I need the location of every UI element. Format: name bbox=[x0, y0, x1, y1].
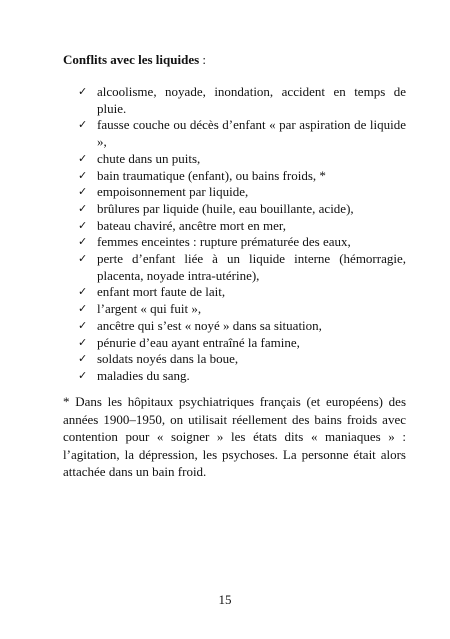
checkmark-icon: ✓ bbox=[78, 151, 88, 165]
checkmark-icon: ✓ bbox=[78, 352, 88, 366]
list-item-text: chute dans un puits, bbox=[97, 150, 201, 166]
list-item bbox=[78, 351, 406, 368]
list-item-text: empoisonnement par liquide, bbox=[97, 184, 249, 200]
checkmark-icon: ✓ bbox=[78, 118, 88, 132]
list-item bbox=[78, 168, 406, 185]
list-item-text: l’argent « qui fuit », bbox=[97, 301, 202, 317]
list-item bbox=[78, 284, 406, 301]
section-heading-colon: : bbox=[199, 52, 207, 67]
checklist bbox=[78, 84, 406, 385]
checkmark-icon: ✓ bbox=[78, 368, 88, 382]
list-item bbox=[78, 184, 406, 201]
checkmark-icon: ✓ bbox=[78, 235, 88, 249]
list-item bbox=[78, 318, 406, 335]
checkmark-icon: ✓ bbox=[78, 185, 88, 199]
checkmark-icon: ✓ bbox=[78, 85, 88, 98]
page-number: 15 bbox=[218, 592, 232, 607]
list-item bbox=[78, 151, 406, 168]
footnote: * Dans les hôpitaux psychiatriques français (et européens) des années 1900–1950, on utilisait réellement des bains froids avec contention pour « soigner » les états dits « maniaques » : l’agitation, la dépression, les psychoses. La personne était alors attachée dans un bain froid. bbox=[63, 394, 406, 479]
list-item-text: soldats noyés dans la boue, bbox=[97, 351, 239, 367]
checkmark-icon: ✓ bbox=[78, 335, 88, 349]
list-item bbox=[78, 251, 406, 284]
list-item-text: fausse couche ou décès d’enfant « par aspiration de liquide », bbox=[97, 117, 406, 150]
list-item-text: enfant mort faute de lait, bbox=[97, 284, 226, 300]
list-item-text: perte d’enfant liée à un liquide interne (hémorragie, placenta, noyade intra-utérine), bbox=[97, 251, 406, 283]
checkmark-icon: ✓ bbox=[78, 252, 88, 266]
list-item bbox=[78, 335, 406, 352]
list-item bbox=[78, 218, 406, 235]
list-item-text: femmes enceintes : rupture prématurée des eaux, bbox=[97, 234, 351, 250]
checkmark-icon: ✓ bbox=[78, 318, 88, 332]
list-item bbox=[78, 84, 406, 117]
list-item-text: brûlures par liquide (huile, eau bouillante, acide), bbox=[97, 200, 354, 216]
checkmark-icon: ✓ bbox=[78, 168, 88, 182]
list-item bbox=[78, 201, 406, 218]
list-item bbox=[78, 234, 406, 251]
list-item-text: bain traumatique (enfant), ou bains froids, * bbox=[97, 167, 326, 183]
checkmark-icon: ✓ bbox=[78, 218, 88, 232]
section-heading-title: Conflits avec les liquides bbox=[63, 52, 200, 67]
list-item bbox=[78, 117, 406, 150]
list-item-text: pénurie d’eau ayant entraîné la famine, bbox=[97, 334, 300, 350]
list-item-text: bateau chaviré, ancêtre mort en mer, bbox=[97, 217, 286, 233]
list-item bbox=[78, 301, 406, 318]
list-item bbox=[78, 368, 406, 385]
checkmark-icon: ✓ bbox=[78, 285, 88, 299]
list-item-text: maladies du sang. bbox=[97, 367, 190, 383]
list-item-text: ancêtre qui s’est « noyé » dans sa situation, bbox=[97, 317, 322, 333]
section-heading bbox=[63, 52, 206, 68]
checkmark-icon: ✓ bbox=[78, 302, 88, 316]
list-item-text: alcoolisme, noyade, inondation, accident en temps de pluie. bbox=[97, 84, 406, 116]
checkmark-icon: ✓ bbox=[78, 201, 88, 215]
